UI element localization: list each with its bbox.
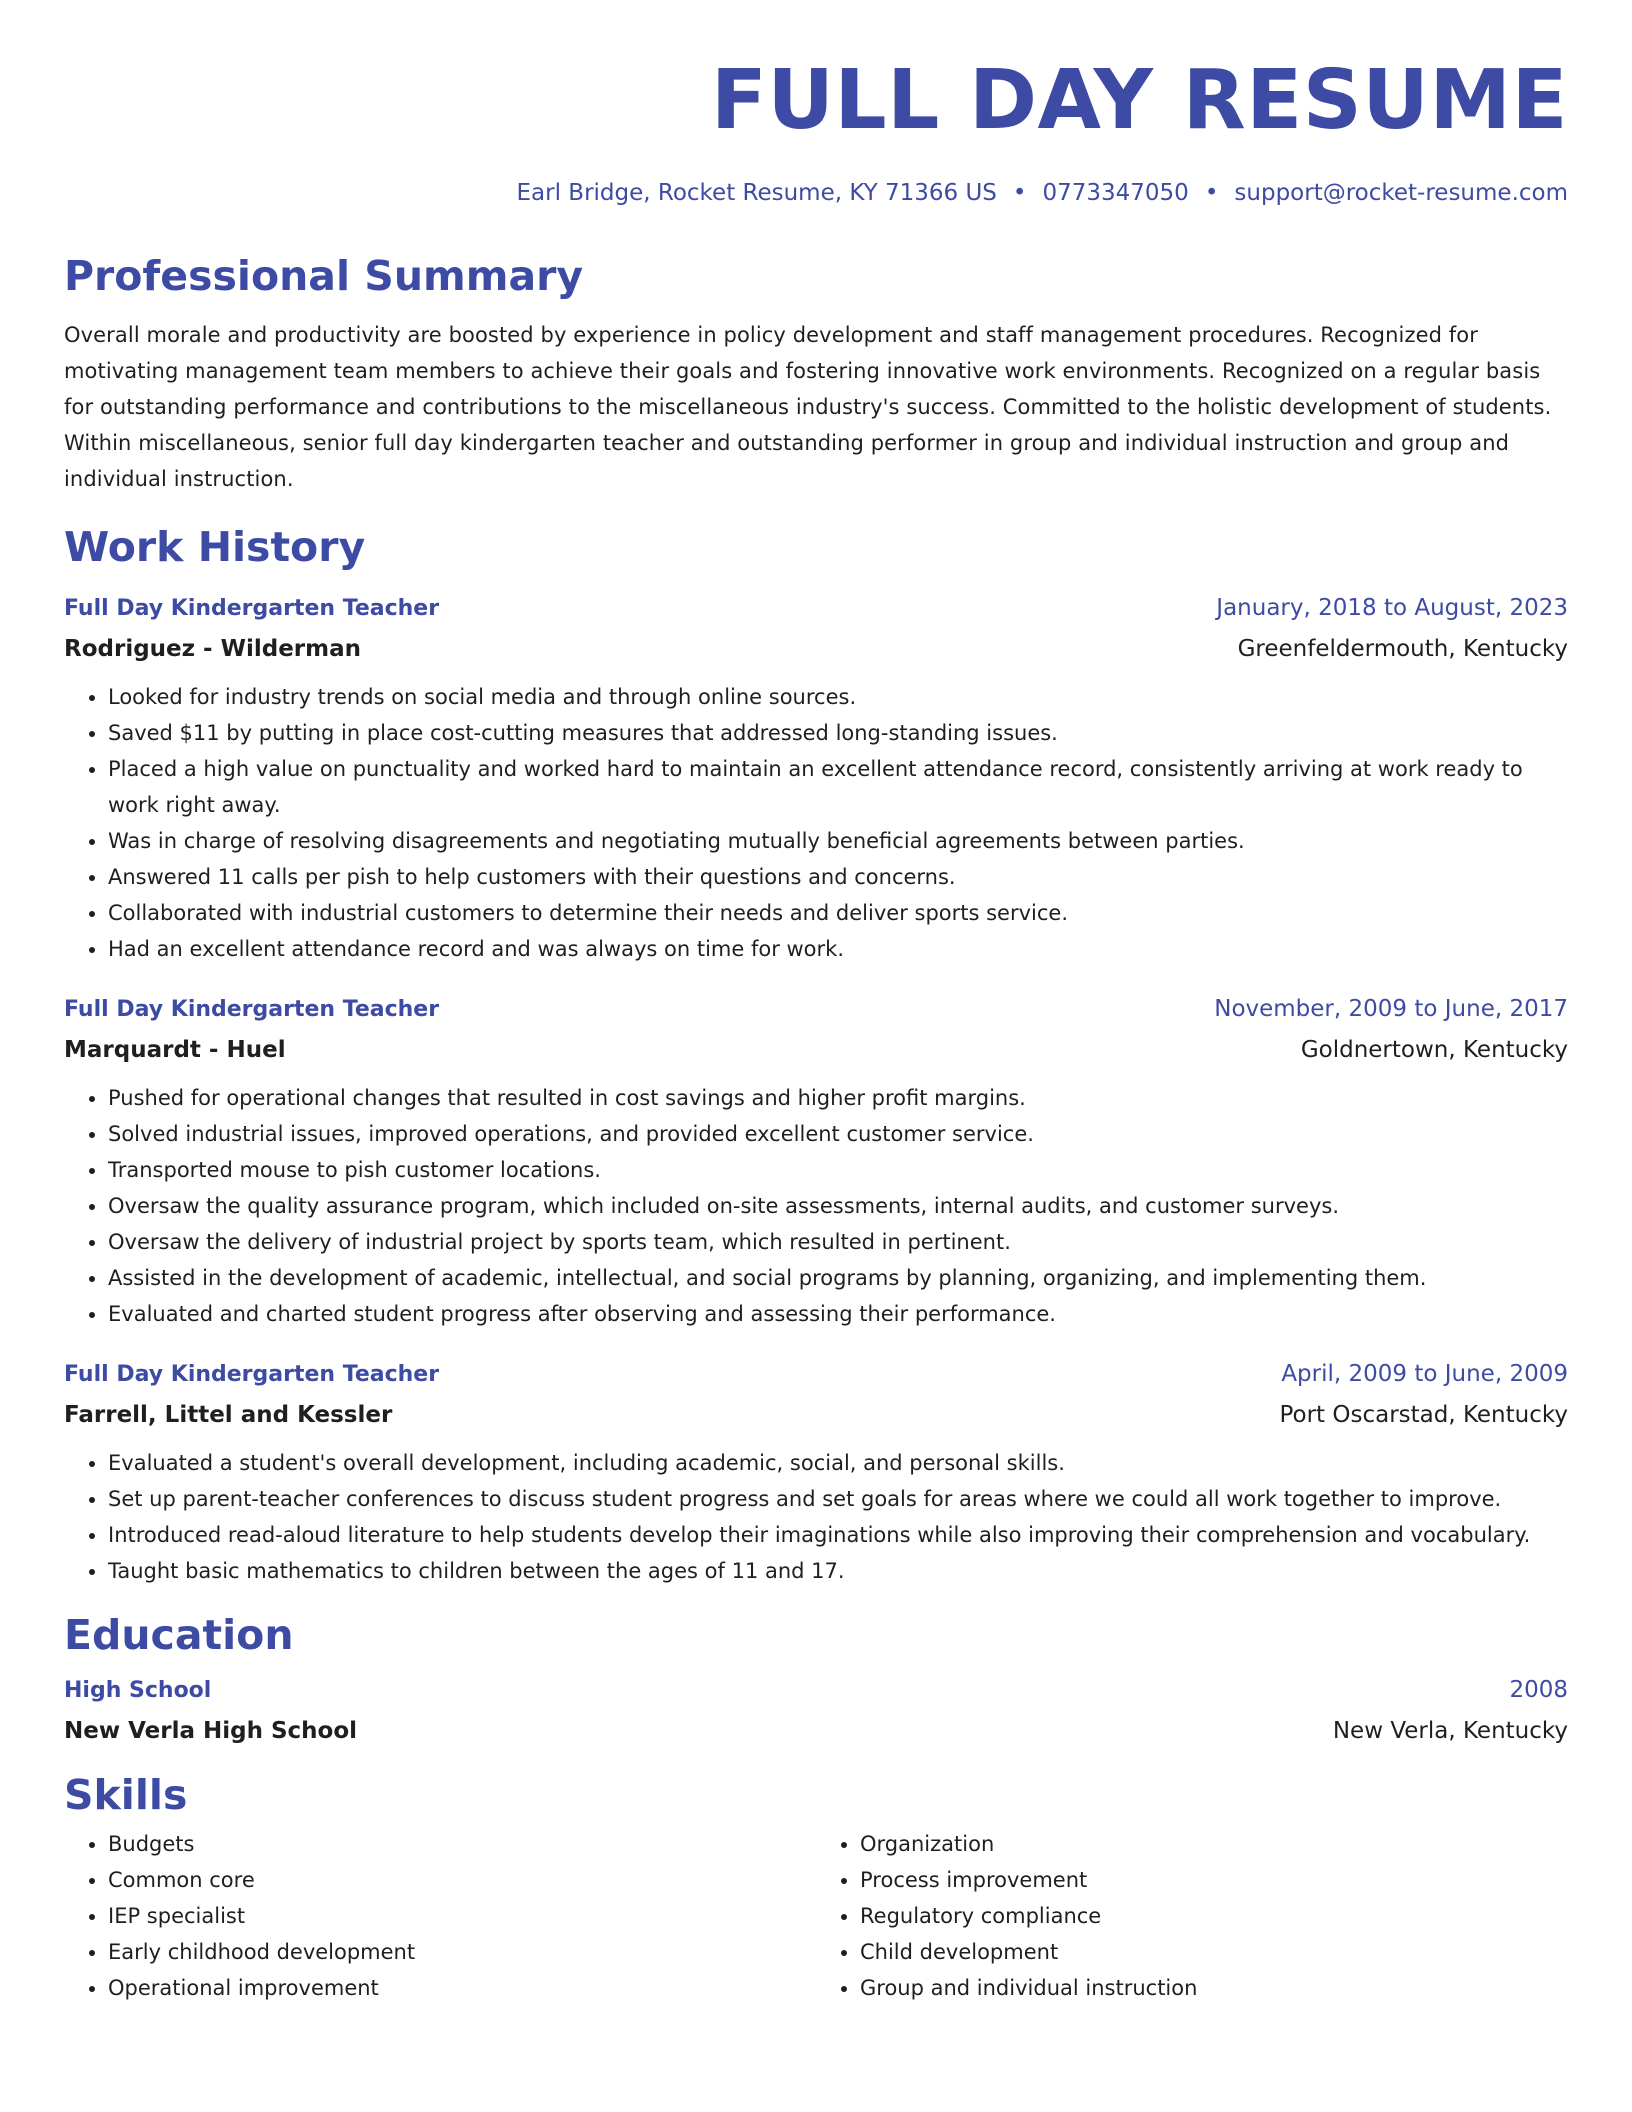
job-bullets bbox=[64, 679, 1568, 967]
summary-heading: Professional Summary bbox=[64, 251, 584, 300]
resume-name: FULL DAY RESUME bbox=[710, 53, 1568, 148]
skill-item: • Operational improvement bbox=[108, 1970, 816, 2006]
job-title: Full Day Kindergarten Teacher bbox=[64, 1361, 440, 1387]
skill-item: • Regulatory compliance bbox=[860, 1898, 1568, 1934]
job-bullets bbox=[64, 1445, 1568, 1589]
job-title: Full Day Kindergarten Teacher bbox=[64, 595, 440, 621]
education-heading: Education bbox=[64, 1610, 294, 1659]
job-bullet: • Pushed for operational changes that resulted in cost savings and higher profit margins. bbox=[108, 1080, 1568, 1116]
job-title: Full Day Kindergarten Teacher bbox=[64, 996, 440, 1022]
job-employer: Marquardt - Huel bbox=[64, 1036, 286, 1063]
skills-heading: Skills bbox=[64, 1771, 188, 1820]
job-bullet: • Placed a high value on punctuality and worked hard to maintain an excellent attendance record, consistently arriving at work ready to work right away. bbox=[108, 751, 1568, 823]
job-location: Port Oscarstad, Kentucky bbox=[1279, 1401, 1568, 1428]
skill-item: • Early childhood development bbox=[108, 1934, 816, 1970]
contact-address: Earl Bridge, Rocket Resume, KY 71366 US bbox=[516, 180, 997, 206]
contact-separator: • bbox=[1012, 180, 1027, 206]
skill-item: • Process improvement bbox=[860, 1862, 1568, 1898]
contact-line bbox=[64, 180, 1568, 208]
job-location: Goldnertown, Kentucky bbox=[1300, 1036, 1568, 1063]
contact-phone: 0773347050 bbox=[1042, 180, 1189, 206]
job-entry bbox=[64, 1354, 1568, 1589]
job-bullet: • Answered 11 calls per pish to help customers with their questions and concerns. bbox=[108, 859, 1568, 895]
job-bullet: • Evaluated and charted student progress after observing and assessing their performance. bbox=[108, 1296, 1568, 1332]
job-bullet: • Transported mouse to pish customer locations. bbox=[108, 1152, 1568, 1188]
job-bullet: • Introduced read-aloud literature to help students develop their imaginations while also improving their comprehension and vocabulary. bbox=[108, 1517, 1568, 1553]
job-bullet: • Looked for industry trends on social media and through online sources. bbox=[108, 679, 1568, 715]
skill-item: • Budgets bbox=[108, 1826, 816, 1862]
skill-item: • Organization bbox=[860, 1826, 1568, 1862]
skill-item: • Child development bbox=[860, 1934, 1568, 1970]
job-bullet: • Had an excellent attendance record and was always on time for work. bbox=[108, 931, 1568, 967]
job-bullet: • Set up parent-teacher conferences to discuss student progress and set goals for areas where we could all work together to improve. bbox=[108, 1481, 1568, 1517]
skills-column-right bbox=[816, 1826, 1568, 2006]
education-entry bbox=[64, 1670, 1568, 1751]
job-dates: April, 2009 to June, 2009 bbox=[1281, 1360, 1568, 1387]
job-location: Greenfeldermouth, Kentucky bbox=[1237, 635, 1568, 662]
contact-email: support@rocket-resume.com bbox=[1234, 180, 1568, 206]
work-history-list bbox=[64, 588, 1568, 1589]
job-dates: November, 2009 to June, 2017 bbox=[1214, 995, 1568, 1022]
job-bullet: • Solved industrial issues, improved operations, and provided excellent customer service. bbox=[108, 1116, 1568, 1152]
job-employer: Farrell, Littel and Kessler bbox=[64, 1401, 393, 1428]
job-bullet: • Was in charge of resolving disagreements and negotiating mutually beneficial agreements between parties. bbox=[108, 823, 1568, 859]
job-dates: January, 2018 to August, 2023 bbox=[1216, 594, 1568, 621]
job-bullet: • Assisted in the development of academic, intellectual, and social programs by planning, organizing, and implementing them. bbox=[108, 1260, 1568, 1296]
education-degree: High School bbox=[64, 1678, 212, 1704]
job-bullet: • Oversaw the quality assurance program, which included on-site assessments, internal audits, and customer surveys. bbox=[108, 1188, 1568, 1224]
job-bullets bbox=[64, 1080, 1568, 1332]
job-bullet: • Oversaw the delivery of industrial project by sports team, which resulted in pertinent. bbox=[108, 1224, 1568, 1260]
contact-separator: • bbox=[1204, 180, 1219, 206]
skills-column-left bbox=[64, 1826, 816, 2006]
skills-list bbox=[64, 1826, 1568, 2006]
job-employer: Rodriguez - Wilderman bbox=[64, 635, 361, 662]
summary-text: Overall morale and productivity are boosted by experience in policy development and staff management procedures. Recognized for motivating management team members to achieve their goals and fostering innovative work environments. Recognized on a regular basis for outstanding performance and contributions to the miscellaneous industry's success. Committed to the holistic development of students. Within miscellaneous, senior full day kindergarten teacher and outstanding performer in group and individual instruction and group and individual instruction. bbox=[64, 322, 1552, 491]
job-bullet: • Saved $11 by putting in place cost-cutting measures that addressed long-standing issues. bbox=[108, 715, 1568, 751]
skill-item: • Group and individual instruction bbox=[860, 1970, 1568, 2006]
work-history-heading: Work History bbox=[64, 522, 366, 571]
job-bullet: • Evaluated a student's overall development, including academic, social, and personal skills. bbox=[108, 1445, 1568, 1481]
job-bullet: • Taught basic mathematics to children between the ages of 11 and 17. bbox=[108, 1553, 1568, 1589]
education-school: New Verla High School bbox=[64, 1718, 358, 1745]
education-location: New Verla, Kentucky bbox=[1332, 1718, 1568, 1745]
education-year: 2008 bbox=[1509, 1677, 1568, 1704]
skill-item: • Common core bbox=[108, 1862, 816, 1898]
skill-item: • IEP specialist bbox=[108, 1898, 816, 1934]
job-bullet: • Collaborated with industrial customers to determine their needs and deliver sports service. bbox=[108, 895, 1568, 931]
job-entry bbox=[64, 588, 1568, 967]
job-entry bbox=[64, 989, 1568, 1332]
